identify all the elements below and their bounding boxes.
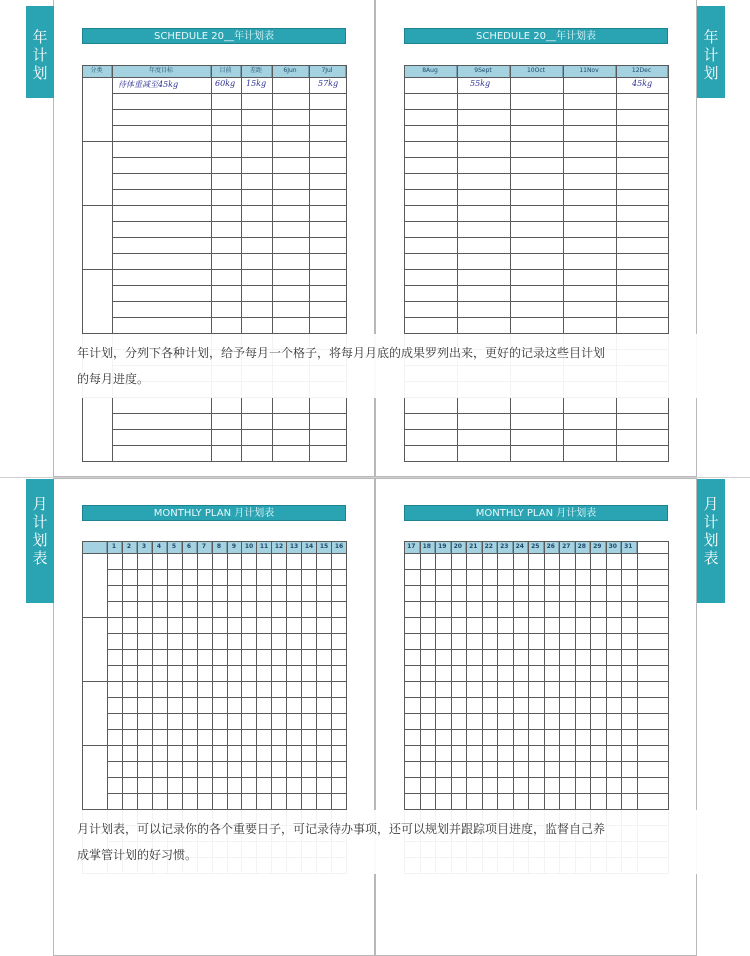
grid-line-vertical	[563, 65, 564, 462]
col-header-category: 分类	[82, 65, 112, 77]
grid-line-vertical	[241, 65, 242, 462]
grid-line-top	[82, 65, 347, 66]
col-header-goal: 年度目标	[112, 65, 211, 77]
grid-line-horizontal	[404, 761, 669, 762]
grid-line-horizontal	[404, 125, 669, 126]
day-header-cell: 13	[287, 541, 302, 553]
yearly-banner-left: SCHEDULE 20__年计划表	[82, 28, 346, 44]
monthly-tab-left[interactable]: 月 计 划 表	[26, 479, 54, 603]
col-header-oct: 10Oct	[510, 65, 563, 77]
day-header-cell: 5	[167, 541, 182, 553]
col-header-aug: 8Aug	[404, 65, 457, 77]
grid-line-horizontal	[404, 93, 669, 94]
monthly-banner-right: MONTHLY PLAN 月计划表	[404, 505, 668, 521]
grid-line-horizontal	[404, 617, 669, 618]
day-header-cell: 26	[544, 541, 560, 553]
day-header-cell: 24	[513, 541, 529, 553]
grid-line-horizontal	[404, 237, 669, 238]
day-header-cell: 27	[559, 541, 575, 553]
day-header-cell: 3	[137, 541, 152, 553]
grid-line-horizontal	[112, 285, 347, 286]
grid-line-horizontal	[404, 793, 669, 794]
grid-line-horizontal	[404, 729, 669, 730]
col-header-dec: 12Dec	[616, 65, 668, 77]
grid-line-horizontal	[404, 633, 669, 634]
grid-line-horizontal	[404, 649, 669, 650]
grid-line-vertical	[668, 65, 669, 462]
day-header-cell: 17	[404, 541, 420, 553]
day-header-cell: 9	[227, 541, 242, 553]
grid-line-vertical	[211, 65, 212, 462]
grid-line-horizontal	[112, 173, 347, 174]
day-header-cell: 16	[332, 541, 347, 553]
grid-line-horizontal	[112, 429, 347, 430]
monthly-banner-left: MONTHLY PLAN 月计划表	[82, 505, 346, 521]
handwritten-jul: 57kg	[318, 79, 339, 88]
yearly-tab-right[interactable]: 年 计 划	[697, 6, 725, 98]
day-header-cell: 10	[242, 541, 257, 553]
handwritten-gap: 15kg	[246, 79, 267, 88]
day-header-blank	[82, 541, 107, 553]
grid-line-horizontal	[112, 413, 347, 414]
day-header-cell: 22	[482, 541, 498, 553]
grid-line-horizontal	[112, 93, 347, 94]
handwritten-goal: 待体重减至45kg	[118, 80, 179, 89]
day-header-cell: 29	[590, 541, 606, 553]
day-header-cell: 11	[257, 541, 272, 553]
grid-line-horizontal	[112, 157, 347, 158]
day-header-cell: 8	[212, 541, 227, 553]
handwritten-sept: 55kg	[470, 79, 491, 88]
yearly-plan-section	[0, 0, 750, 477]
grid-line-horizontal	[82, 461, 347, 462]
grid-line-horizontal	[404, 109, 669, 110]
grid-line-top	[404, 65, 669, 66]
grid-line-horizontal	[82, 205, 347, 206]
day-header-cell: 2	[122, 541, 137, 553]
day-header-cell: 23	[497, 541, 513, 553]
day-header-cell: 15	[317, 541, 332, 553]
day-header-cell: 14	[302, 541, 317, 553]
handwritten-dec: 45kg	[632, 79, 653, 88]
grid-line-horizontal	[404, 745, 669, 746]
grid-line-top	[82, 541, 347, 542]
col-header-nov: 11Nov	[563, 65, 616, 77]
grid-line-horizontal	[404, 141, 669, 142]
day-header-cell: 21	[466, 541, 482, 553]
yearly-caption: 年计划，分列下各种计划，给予每月一个格子，将每月月底的成果罗列出来，更好的记录这些目计划 的每月进度。	[55, 334, 700, 398]
day-header-cell: 1	[107, 541, 122, 553]
yearly-banner-right: SCHEDULE 20__年计划表	[404, 28, 668, 44]
day-header-cell: 6	[182, 541, 197, 553]
grid-line-horizontal	[112, 445, 347, 446]
grid-line-horizontal	[112, 237, 347, 238]
grid-line-horizontal	[404, 713, 669, 714]
grid-line-horizontal	[404, 301, 669, 302]
grid-line-horizontal	[404, 445, 669, 446]
monthly-tab-right[interactable]: 月 计 划 表	[697, 479, 725, 603]
grid-line-horizontal	[404, 157, 669, 158]
day-header-cell: 31	[621, 541, 637, 553]
monthly-plan-section	[0, 478, 750, 954]
grid-line-horizontal	[404, 601, 669, 602]
grid-line-horizontal	[112, 253, 347, 254]
grid-line-vertical	[616, 65, 617, 462]
col-header-current: 目前	[211, 65, 241, 77]
grid-line-vertical	[457, 65, 458, 462]
day-header-cell: 12	[272, 541, 287, 553]
day-header-cell: 30	[606, 541, 622, 553]
grid-line-horizontal	[404, 461, 669, 462]
col-header-jul: 7Jul	[309, 65, 346, 77]
grid-line-vertical	[309, 65, 310, 462]
grid-line-horizontal	[404, 221, 669, 222]
grid-line-horizontal	[404, 285, 669, 286]
grid-line-horizontal	[82, 141, 347, 142]
grid-line-horizontal	[404, 777, 669, 778]
grid-line-vertical	[346, 65, 347, 462]
grid-line-horizontal	[404, 317, 669, 318]
grid-line-horizontal	[112, 221, 347, 222]
grid-line-horizontal	[404, 665, 669, 666]
col-header-sept: 9Sept	[457, 65, 510, 77]
grid-line-horizontal	[112, 189, 347, 190]
grid-line-vertical	[82, 65, 83, 462]
grid-line-horizontal	[404, 173, 669, 174]
grid-line-horizontal	[404, 429, 669, 430]
grid-line-vertical	[272, 65, 273, 462]
day-header-cell: 18	[420, 541, 436, 553]
grid-line-horizontal	[404, 681, 669, 682]
day-header-cell: 20	[451, 541, 467, 553]
grid-line-vertical	[112, 65, 113, 462]
yearly-tab-left[interactable]: 年 计 划	[26, 6, 54, 98]
grid-line-horizontal	[404, 585, 669, 586]
grid-line-top	[404, 541, 669, 542]
grid-line-horizontal	[404, 569, 669, 570]
grid-line-horizontal	[82, 77, 347, 78]
grid-line-horizontal	[112, 109, 347, 110]
grid-line-horizontal	[112, 317, 347, 318]
day-header-cell: 25	[528, 541, 544, 553]
handwritten-current: 60kg	[215, 79, 236, 88]
col-header-jun: 6Jun	[272, 65, 309, 77]
day-header-cell: 4	[152, 541, 167, 553]
monthly-caption: 月计划表，可以记录你的各个重要日子，可记录待办事项，还可以规划并跟踪项目进度，监督自己养 成掌管计划的好习惯。	[55, 810, 700, 874]
grid-line-horizontal	[404, 269, 669, 270]
grid-line-horizontal	[404, 189, 669, 190]
day-header-cell: 7	[197, 541, 212, 553]
day-header-cell: 28	[575, 541, 591, 553]
day-header-cell: 19	[435, 541, 451, 553]
grid-line-horizontal	[112, 125, 347, 126]
grid-line-horizontal	[82, 269, 347, 270]
grid-line-horizontal	[112, 301, 347, 302]
grid-line-vertical	[510, 65, 511, 462]
grid-line-horizontal	[404, 697, 669, 698]
grid-line-horizontal	[404, 413, 669, 414]
col-header-gap: 差距	[241, 65, 272, 77]
grid-line-horizontal	[404, 77, 669, 78]
grid-line-vertical	[404, 65, 405, 462]
grid-line-horizontal	[404, 253, 669, 254]
grid-line-horizontal	[404, 205, 669, 206]
grid-line-horizontal	[404, 553, 669, 554]
